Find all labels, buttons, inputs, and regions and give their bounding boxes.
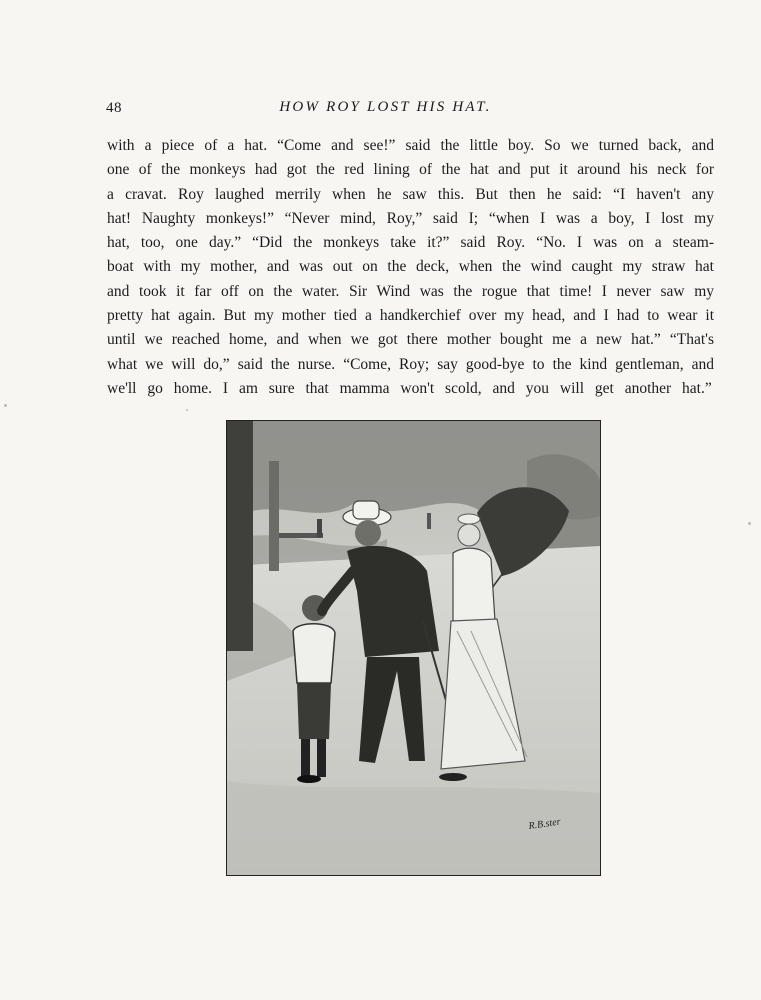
text-line: until we reached home, and when we got there mother bought me a new hat.” “That's bbox=[107, 331, 714, 349]
text-line: what we will do,” said the nurse. “Come, Roy; say good-bye to the kind gentleman, and bbox=[107, 355, 714, 373]
distant-figure bbox=[427, 513, 431, 529]
text-line: pretty hat again. But my mother tied a handkerchief over my head, and I had to wear it bbox=[107, 307, 714, 325]
print-speck bbox=[748, 522, 751, 525]
body-text bbox=[107, 134, 714, 401]
text-line: hat! Naughty monkeys!” “Never mind, Roy,” said I; “when I was a boy, I lost my bbox=[107, 209, 714, 227]
text-line: a cravat. Roy laughed merrily when he saw this. But then he said: “I haven't any bbox=[107, 185, 714, 203]
tree-trunk bbox=[227, 421, 253, 651]
tree-trunk-2 bbox=[269, 461, 279, 571]
page-number: 48 bbox=[106, 100, 122, 116]
text-line: we'll go home. I am sure that mamma won't scold, and you will get another hat.” bbox=[107, 379, 712, 397]
text-line: one of the monkeys had got the red lining of the hat and put it around his neck for bbox=[107, 161, 714, 179]
text-line: boat with my mother, and was out on the deck, when the wind caught my straw hat bbox=[107, 258, 714, 276]
engraving-drawing bbox=[227, 421, 600, 875]
distant-figure bbox=[317, 519, 322, 537]
print-speck bbox=[4, 404, 7, 407]
park-bench bbox=[279, 533, 323, 538]
text-line: hat, too, one day.” “Did the monkeys take it?” said Roy. “No. I was on a steam- bbox=[107, 234, 714, 252]
print-speck bbox=[186, 409, 188, 411]
engraving-illustration bbox=[226, 420, 601, 876]
artist-signature: R.B.ster bbox=[527, 816, 562, 832]
text-line: and took it far off on the water. Sir Wind was the rogue that time! I never saw my bbox=[107, 282, 714, 300]
text-line: with a piece of a hat. “Come and see!” said the little boy. So we turned back, and bbox=[107, 137, 714, 154]
running-head: HOW ROY LOST HIS HAT. bbox=[279, 99, 492, 115]
